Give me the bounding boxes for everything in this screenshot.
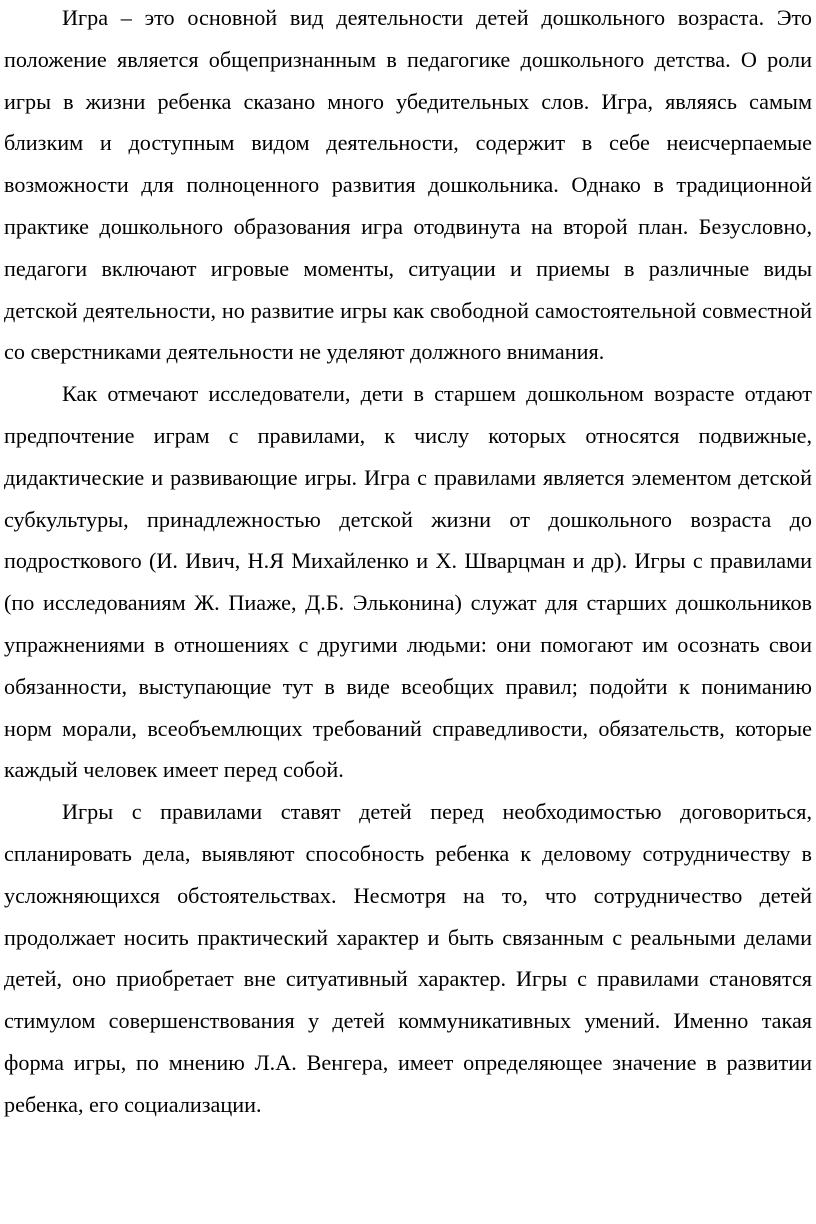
document-page bbox=[4, 0, 812, 1224]
paragraph-2: Как отмечают исследователи, дети в старшем дошкольном возрасте отдают предпочтение играм с правилами, к числу которых относятся подвижные, дидактические и развивающие игры. Игра с правилами является элементом детской субкультуры, принадлежностью детской жизни от дошкольного возраста до подросткового (И. Ивич, Н.Я Михайленко и Х. Шварцман и др). Игры с правилами (по исследованиям Ж. Пиаже, Д.Б. Эльконина) служат для старших дошкольников упражнениями в отношениях с другими людьми: они помогают им осознать свои обязанности, выступающие тут в виде всеобщих правил; подойти к пониманию норм морали, всеобъемлющих требований справедливости, обязательств, которые каждый человек имеет перед собой. bbox=[4, 381, 812, 783]
paragraph-1: Игра – это основной вид деятельности детей дошкольного возраста. Это положение является общепризнанным в педагогике дошкольного детства. О роли игры в жизни ребенка сказано много убедительных слов. Игра, являясь самым близким и доступным видом деятельности, содержит в себе неисчерпаемые возможности для полноценного развития дошкольника. Однако в традиционной практике дошкольного образования игра отодвинута на второй план. Безусловно, педагоги включают игровые моменты, ситуации и приемы в различные виды детской деятельности, но развитие игры как свободной самостоятельной совместной со сверстниками деятельности не уделяют должного внимания. bbox=[4, 5, 812, 365]
paragraph-3: Игры с правилами ставят детей перед необходимостью договориться, спланировать дела, выявляют способность ребенка к деловому сотрудничеству в усложняющихся обстоятельствах. Несмотря на то, что сотрудничество детей продолжает носить практический характер и быть связанным с реальными делами детей, оно приобретает вне ситуативный характер. Игры с правилами становятся стимулом совершенствования у детей коммуникативных умений. Именно такая форма игры, по мнению Л.А. Венгера, имеет определяющее значение в развитии ребенка, его социализации. bbox=[4, 799, 812, 1117]
